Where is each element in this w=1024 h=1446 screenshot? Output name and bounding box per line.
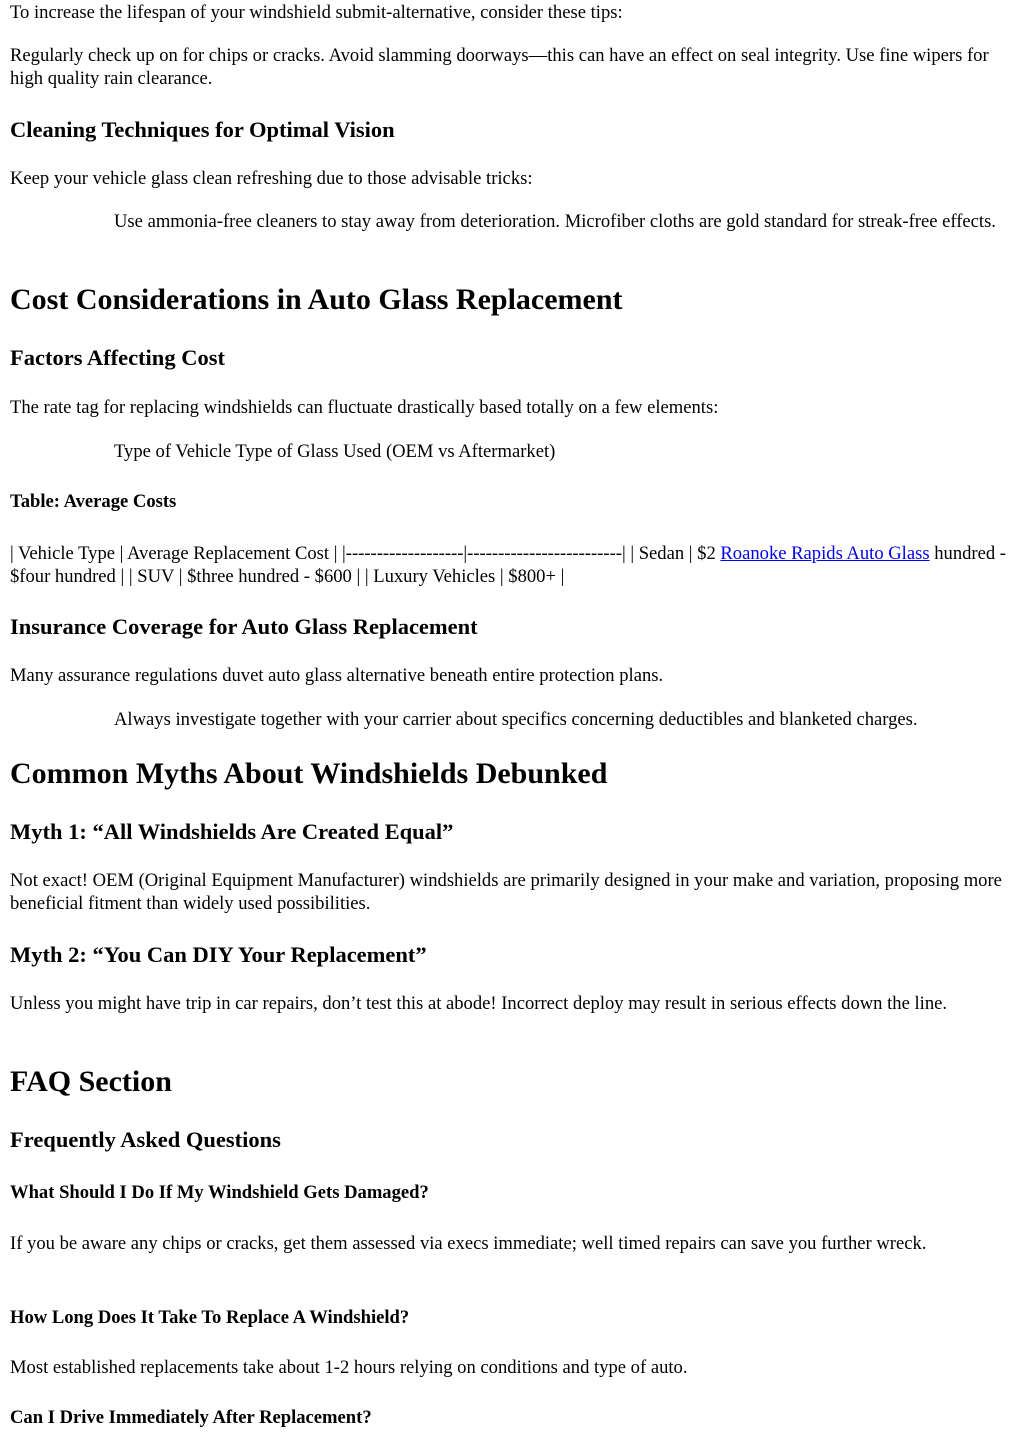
- tips-body-paragraph: Regularly check up on for chips or cracks. Avoid slamming doorways—this can have an effect on seal integrity. Use fine wipers for high quality rain clearance.: [10, 45, 989, 89]
- faq-answer-1: If you be aware any chips or cracks, get them assessed via execs immediate; well timed repairs can save you further wreck.: [10, 1233, 927, 1254]
- table-text-before: | Vehicle Type | Average Replacement Cost | |-------------------|-------------------------| | Sedan | $2: [10, 543, 721, 564]
- faq-answer-2: Most established replacements take about 1-2 hours relying on conditions and type of auto.: [10, 1357, 688, 1378]
- myth1-heading: Myth 1: “All Windshields Are Created Equal”: [10, 819, 454, 844]
- insurance-lead-paragraph: Many assurance regulations duvet auto glass alternative beneath entire protection plans.: [10, 665, 664, 686]
- myth1-body-paragraph: Not exact! OEM (Original Equipment Manufacturer) windshields are primarily designed in your make and variation, proposing more beneficial fitment than widely used possibilities.: [10, 870, 1002, 914]
- factors-quote: Type of Vehicle Type of Glass Used (OEM vs Aftermarket): [114, 441, 556, 462]
- roanoke-rapids-auto-glass-link[interactable]: Roanoke Rapids Auto Glass: [720, 543, 930, 564]
- cost-heading: Cost Considerations in Auto Glass Replacement: [10, 283, 623, 316]
- cleaning-heading: Cleaning Techniques for Optimal Vision: [10, 117, 395, 142]
- faq-heading: FAQ Section: [10, 1065, 172, 1098]
- insurance-quote: Always investigate together with your carrier about specifics concerning deductibles and blanketed charges.: [114, 709, 918, 730]
- insurance-heading: Insurance Coverage for Auto Glass Replacement: [10, 614, 478, 639]
- factors-lead-paragraph: The rate tag for replacing windshields can fluctuate drastically based totally on a few elements:: [10, 397, 719, 418]
- faq-question-2: How Long Does It Take To Replace A Windshield?: [10, 1307, 410, 1328]
- myth2-body-paragraph: Unless you might have trip in car repairs, don’t test this at abode! Incorrect deploy may result in serious effects down the line.: [10, 993, 948, 1014]
- tips-lead-paragraph: To increase the lifespan of your windshield submit-alternative, consider these tips:: [10, 2, 623, 23]
- table-text-after: hundred - $four hundred | | SUV | $three hundred - $600 | | Luxury Vehicles | $800+ |: [10, 543, 1006, 587]
- cost-table-text: [10, 542, 1014, 588]
- faq-question-1: What Should I Do If My Windshield Gets Damaged?: [10, 1182, 429, 1203]
- cleaning-quote: Use ammonia-free cleaners to stay away from deterioration. Microfiber cloths are gold standard for streak-free effects.: [114, 211, 996, 232]
- faq-question-3: Can I Drive Immediately After Replacement?: [10, 1407, 372, 1428]
- table-heading: Table: Average Costs: [10, 491, 177, 512]
- myth2-heading: Myth 2: “You Can DIY Your Replacement”: [10, 942, 427, 967]
- faq-subheading: Frequently Asked Questions: [10, 1127, 281, 1152]
- factors-heading: Factors Affecting Cost: [10, 345, 225, 370]
- cleaning-lead-paragraph: Keep your vehicle glass clean refreshing due to those advisable tricks:: [10, 168, 533, 189]
- myths-heading: Common Myths About Windshields Debunked: [10, 757, 608, 790]
